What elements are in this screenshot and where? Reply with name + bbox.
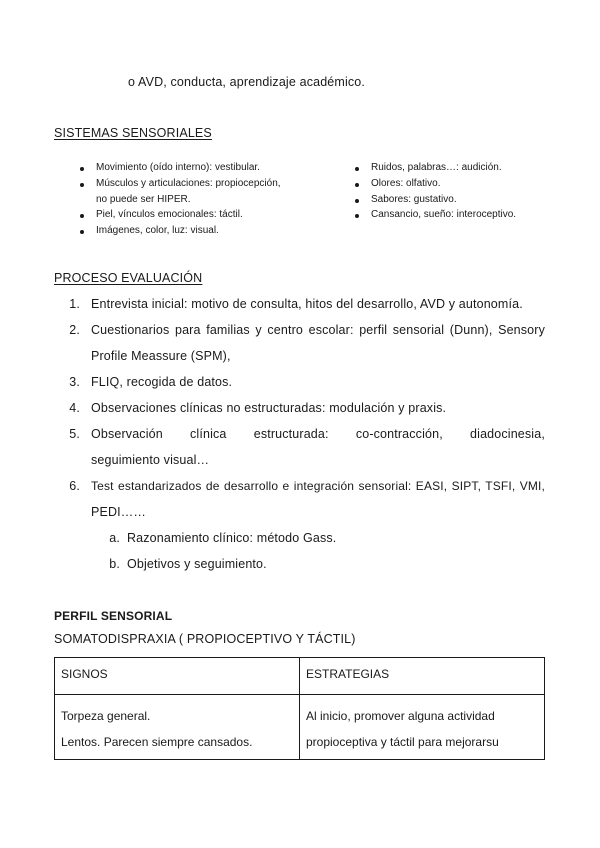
profile-table — [54, 657, 545, 760]
process-item-1: Entrevista inicial: motivo de consulta, hitos del desarrollo, AVD y autonomía. — [91, 297, 523, 311]
table-header-cell: ESTRATEGIAS — [300, 658, 545, 695]
process-item-2-line-1: Cuestionarios para familias y centro escolar: perfil sensorial (Dunn), Sensory — [91, 323, 545, 337]
table-header-row — [55, 658, 545, 695]
process-item-6-line-2: PEDI…… — [91, 505, 147, 519]
bullet — [80, 214, 84, 218]
list-item: Músculos y articulaciones: propiocepción, — [96, 178, 281, 189]
word: Observación — [91, 427, 163, 441]
list-item: Cansancio, sueño: interoceptivo. — [371, 209, 517, 220]
process-sub-a: Razonamiento clínico: método Gass. — [127, 531, 337, 545]
bullet — [80, 183, 84, 187]
list-number: 1. — [69, 297, 80, 311]
list-item: Olores: olfativo. — [371, 178, 441, 189]
bullet — [355, 167, 359, 171]
word: co-contracción, — [355, 427, 443, 441]
process-item-5-line-2: seguimiento visual… — [91, 453, 210, 467]
list-number: 2. — [69, 323, 80, 337]
process-sub-b: Objetivos y seguimiento. — [127, 557, 267, 571]
list-item: Piel, vínculos emocionales: táctil. — [96, 209, 243, 220]
process-item-2-line-2: Profile Meassure (SPM), — [91, 349, 231, 363]
intro-line: o AVD, conducta, aprendizaje académico. — [128, 75, 366, 89]
process-item-3: FLIQ, recogida de datos. — [91, 375, 233, 389]
profile-heading: PERFIL SENSORIAL — [54, 609, 173, 623]
bullet — [355, 199, 359, 203]
table-cell — [55, 695, 300, 760]
list-number: 5. — [69, 427, 80, 441]
sub-letter: b. — [109, 557, 120, 571]
table-header-cell: SIGNOS — [55, 658, 300, 695]
list-item: Sabores: gustativo. — [371, 194, 457, 205]
word: diadocinesia, — [470, 427, 545, 441]
cell-line: Lentos. Parecen siempre cansados. — [61, 735, 253, 749]
process-item-4: Observaciones clínicas no estructuradas: modulación y praxis. — [91, 401, 447, 415]
sensory-heading: SISTEMAS SENSORIALES — [54, 126, 212, 140]
bullet — [80, 230, 84, 234]
process-item-6-line-1: Test estandarizados de desarrollo e integración sensorial: EASI, SIPT, TSFI, VMI, — [91, 479, 545, 493]
word: estructurada: — [253, 427, 329, 441]
list-item-continuation: no puede ser HIPER. — [96, 194, 191, 205]
table-cell — [300, 695, 545, 760]
cell-line: Torpeza general. — [61, 709, 151, 723]
process-item-5-line-1 — [91, 427, 545, 441]
cell-line: propioceptiva y táctil para mejorarsu — [306, 735, 499, 749]
bullet — [80, 167, 84, 171]
list-item: Ruidos, palabras…: audición. — [371, 162, 502, 173]
list-number: 4. — [69, 401, 80, 415]
list-number: 3. — [69, 375, 80, 389]
word: clínica — [190, 427, 227, 441]
process-heading: PROCESO EVALUACIÓN — [54, 271, 203, 285]
sub-letter: a. — [109, 531, 120, 545]
list-item: Movimiento (oído interno): vestibular. — [96, 162, 260, 173]
table-row — [55, 695, 545, 760]
list-number: 6. — [69, 479, 80, 493]
cell-line: Al inicio, promover alguna actividad — [306, 709, 495, 723]
bullet — [355, 183, 359, 187]
bullet — [355, 214, 359, 218]
list-item: Imágenes, color, luz: visual. — [96, 225, 219, 236]
profile-subheading: SOMATODISPRAXIA ( PROPIOCEPTIVO Y TÁCTIL) — [54, 632, 356, 646]
